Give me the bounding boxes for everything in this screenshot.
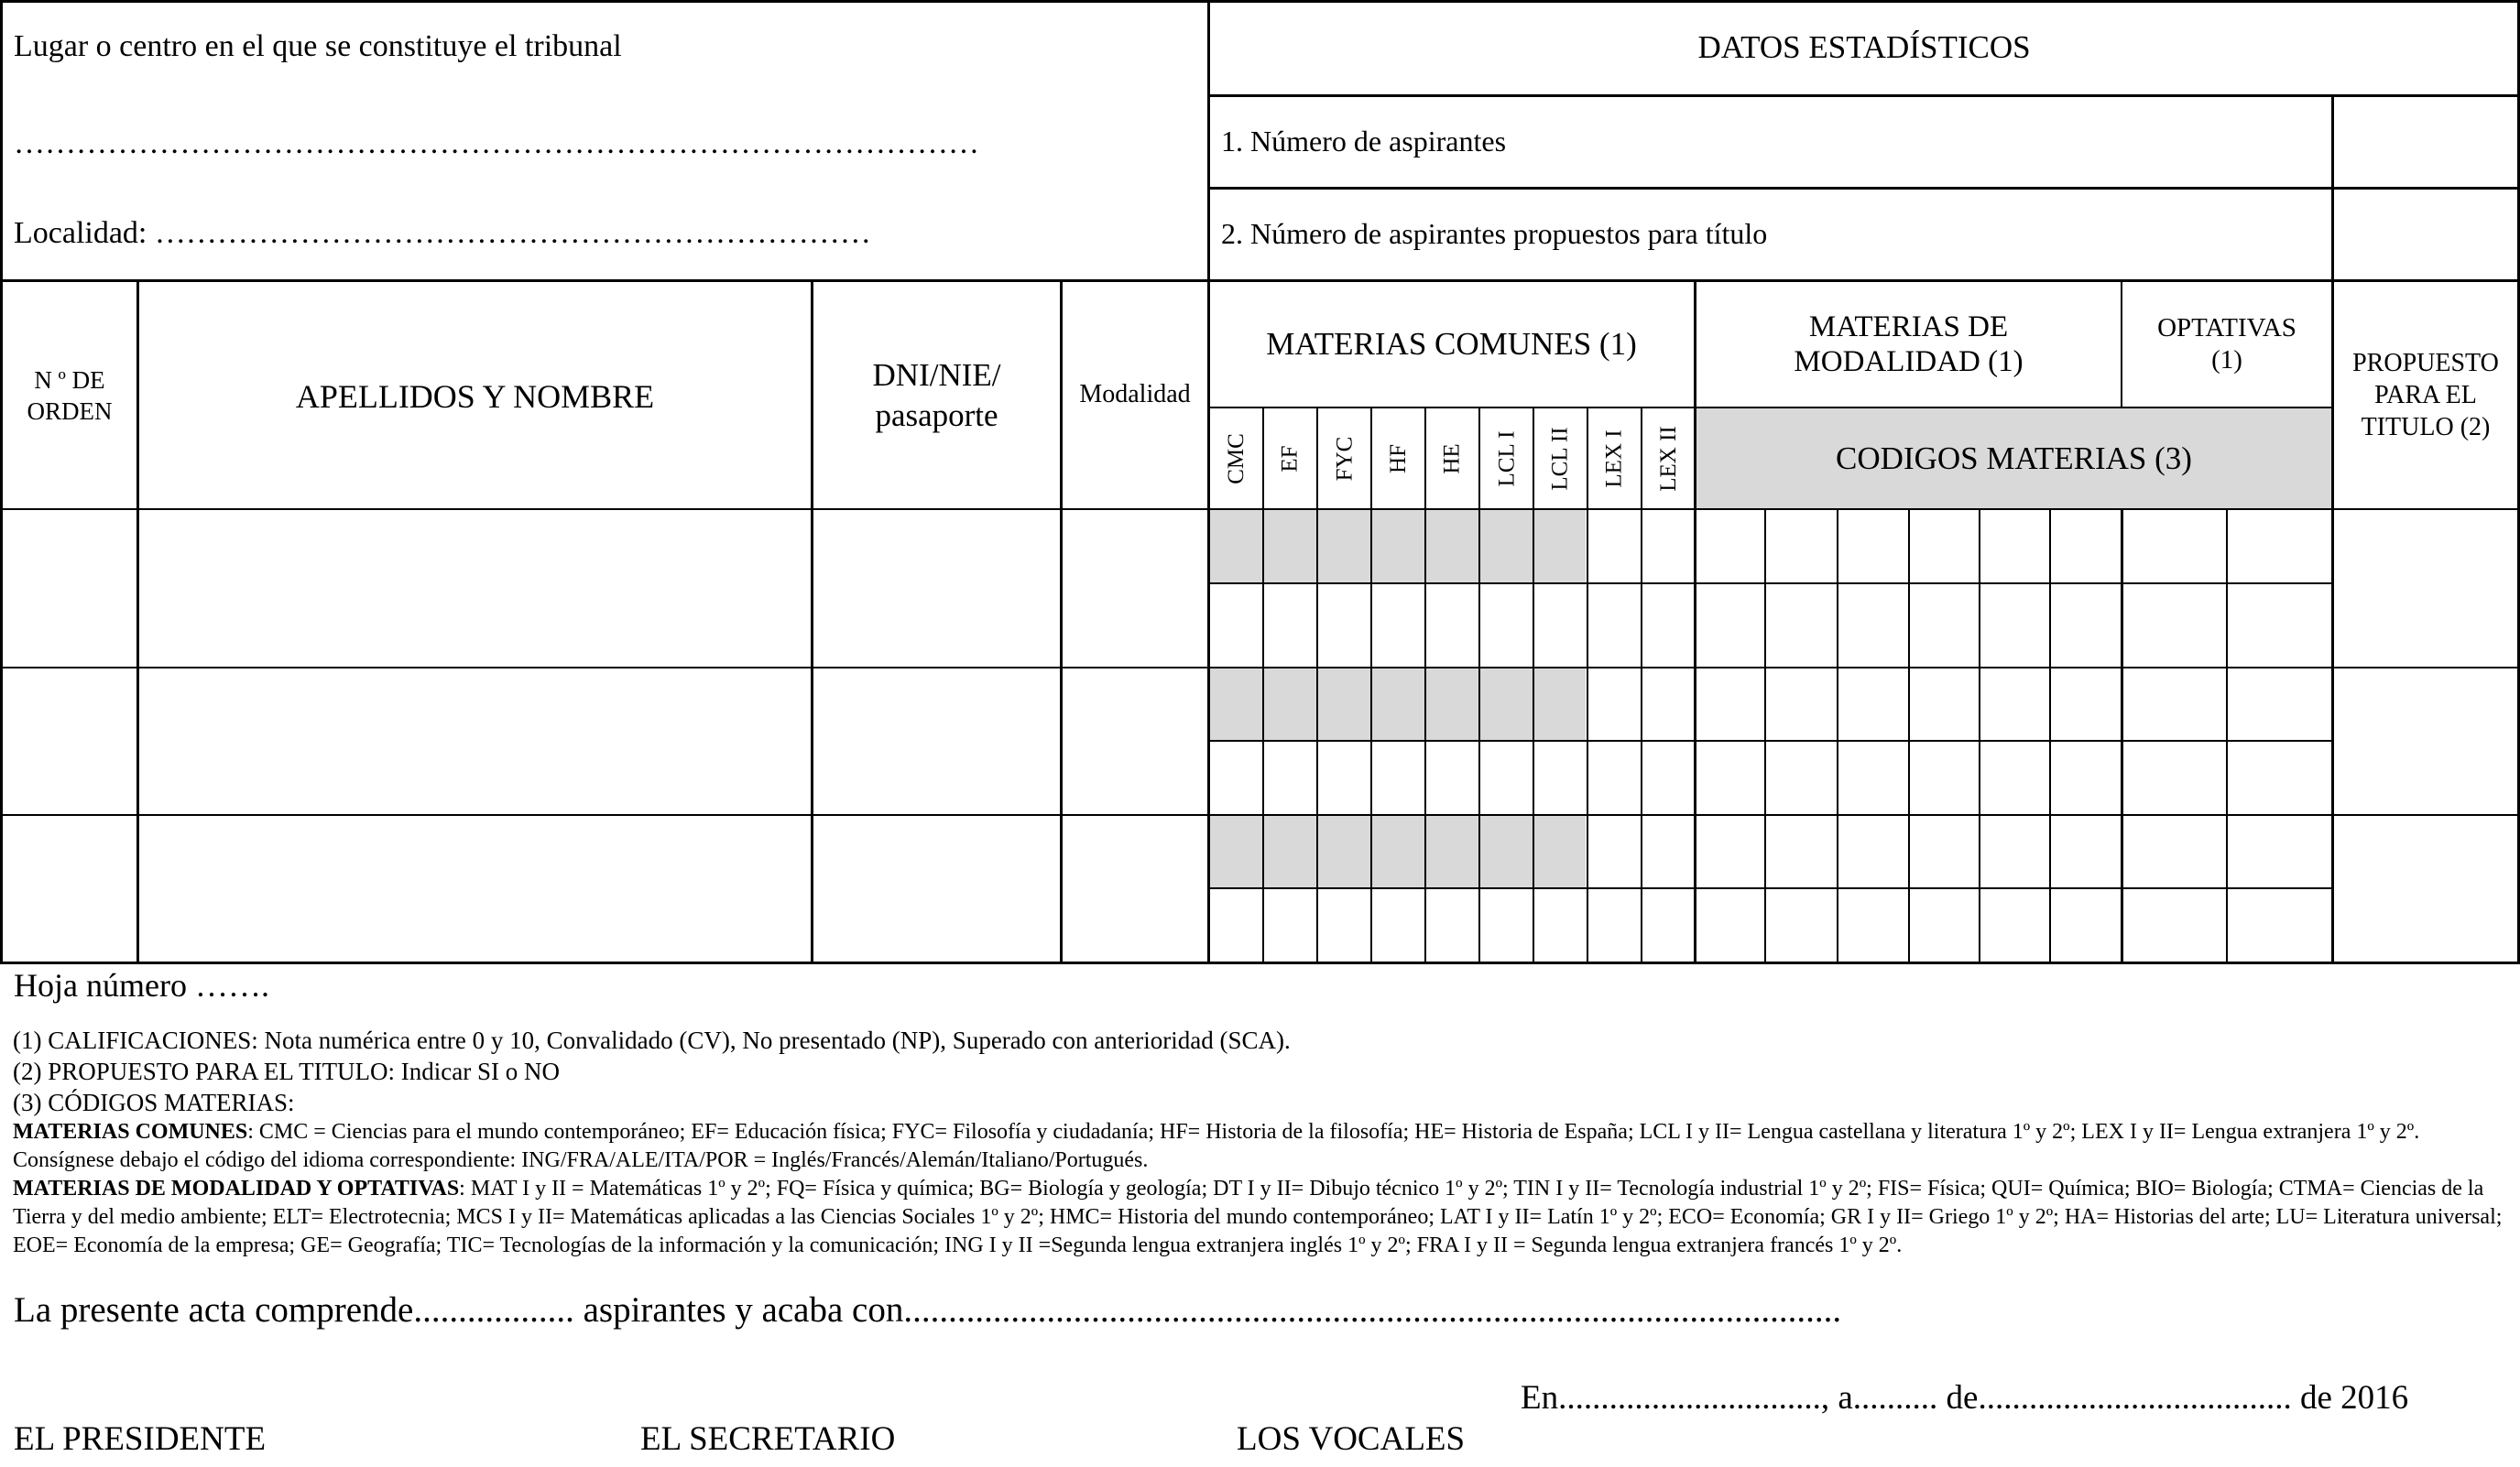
group-modalidad-line-2: MODALIDAD (1) xyxy=(1794,345,2024,378)
col-propuesto-line-3: TITULO (2) xyxy=(2361,413,2491,441)
subject-cmc xyxy=(1210,408,1263,509)
group-comunes: MATERIAS COMUNES (1) xyxy=(1266,326,1637,362)
subject-lcl-i xyxy=(1480,408,1533,509)
subject-lcl-ii xyxy=(1534,408,1587,509)
codigos-materias-header: CODIGOS MATERIAS (3) xyxy=(1836,440,2192,476)
subject-label: EF xyxy=(1278,445,1303,473)
group-modalidad-line-1: MATERIAS DE xyxy=(1808,310,2009,343)
code-col-line xyxy=(2226,509,2228,964)
lugar-label: Lugar o centro en el que se constituye el tribunal xyxy=(14,29,622,63)
note-propuesto: (2) PROPUESTO PARA EL TITULO: Indicar SI o NO xyxy=(13,1058,561,1085)
row-split-line xyxy=(1207,740,2333,742)
subject-fyc xyxy=(1318,408,1371,509)
acta-statement: La presente acta comprende.................. aspirantes y acaba con......................................................................................................... xyxy=(14,1290,1842,1330)
note-comunes-label: MATERIAS COMUNES xyxy=(13,1120,248,1144)
col-dni-line-1: DNI/NIE/ xyxy=(872,357,1001,393)
row-split-line xyxy=(1207,887,2333,889)
subject-label: CMC xyxy=(1224,433,1249,484)
col-orden-text: N º DE ORDEN xyxy=(27,366,113,425)
col-propuesto-line-2: PARA EL xyxy=(2374,381,2477,409)
localidad-label: Localidad: …………………………………………………………… xyxy=(14,216,871,250)
note-calificaciones: (1) CALIFICACIONES: Nota numérica entre 0 y 10, Convalidado (CV), No presentado (NP), Superado con anterioridad (SCA). xyxy=(13,1027,1291,1054)
stats-line-1 xyxy=(1207,94,2520,97)
note-comunes-text: : CMC = Ciencias para el mundo contemporáneo; EF= Educación física; FYC= Filosofía y ciudadanía; HF= Historia de la filosofía; HE= Historia de España; LCL I y II= Lengua castellana y literatura 1º y 2º; LEX I y II= Lengua extranjera 1º y 2º. Consígnese debajo el código del idioma correspondiente: ING/FRA/ALE/ITA/POR = Inglés/Francés/Alemán/Italiano/Portugués. xyxy=(13,1120,2420,1172)
group-optativas-line-1: OPTATIVAS xyxy=(2157,313,2296,342)
subject-label: LEX II xyxy=(1656,426,1681,492)
subject-label: FYC xyxy=(1331,436,1357,482)
row-split-line xyxy=(1207,582,2333,584)
subject-lex-ii xyxy=(1642,408,1696,509)
subject-hf xyxy=(1372,408,1425,509)
group-optativas-line-2: (1) xyxy=(2211,345,2242,375)
row2-shade xyxy=(1209,668,1586,741)
note-modalidad xyxy=(13,1175,2506,1260)
lugar-dots: ………………………………………………………………………………… xyxy=(14,126,979,160)
stats-title: DATOS ESTADÍSTICOS xyxy=(1697,29,2031,65)
stats-line-2 xyxy=(1207,187,2520,190)
frame-left xyxy=(0,0,3,964)
subject-label: LCL I xyxy=(1494,430,1519,487)
code-col-line xyxy=(2049,509,2051,964)
note-modalidad-text: : MAT I y II = Matemáticas 1º y 2º; FQ= Física y química; BG= Biología y geología; DT I y II= Dibujo técnico 1º y 2º; TIN I y II= Tecnología industrial 1º y 2º; FIS= Física; QUI= Química; BIO= Biología; CTMA= Ciencias de la Tierra y del medio ambiente; ELT= Electrotecnia; MCS I y II= Matemáticas aplicadas a las Ciencias Sociales 1º y 2º; HMC= Historia del mundo contemporáneo; LAT I y II= Latín 1º y 2º; ECO= Economía; GR I y II= Griego 1º y 2º; HA= Historias del arte; LU= Literatura universal; EOE= Economía de la empresa; GE= Geografía; TIC= Tecnologías de la información y la comunicación; ING I y II =Segunda lengua extranjera inglés 1º y 2º; FRA I y II = Segunda lengua extranjera francés 1º y 2º. xyxy=(13,1177,2503,1257)
subject-he xyxy=(1426,408,1479,509)
note-codigos: (3) CÓDIGOS MATERIAS: xyxy=(13,1089,295,1116)
signature-vocales: LOS VOCALES xyxy=(1237,1420,1466,1458)
stat-aspirantes: 1. Número de aspirantes xyxy=(1221,125,1507,158)
frame-top xyxy=(0,0,2520,3)
header-divider xyxy=(0,279,2520,282)
signature-secretario: EL SECRETARIO xyxy=(640,1420,896,1458)
frame-bottom xyxy=(0,962,2520,964)
subject-label: LCL II xyxy=(1548,427,1574,491)
hoja-numero: Hoja número ……. xyxy=(14,967,269,1004)
code-col-line xyxy=(1837,509,1838,964)
code-col-line xyxy=(1908,509,1910,964)
row-line xyxy=(0,667,2520,668)
code-col-line xyxy=(1764,509,1766,964)
col-optativas-start xyxy=(2121,279,2122,408)
stat-propuestos: 2. Número de aspirantes propuestos para título xyxy=(1221,217,1768,250)
row1-shade xyxy=(1209,509,1586,583)
code-col-line xyxy=(1979,509,1980,964)
col-nombre: APELLIDOS Y NOMBRE xyxy=(295,378,655,415)
signature-presidente: EL PRESIDENTE xyxy=(14,1420,267,1458)
col-comunes-end xyxy=(1694,279,1696,964)
col-dni-line-2: pasaporte xyxy=(875,397,998,433)
subject-label: HF xyxy=(1386,444,1411,473)
stats-value-divider xyxy=(2331,94,2334,280)
subject-ef xyxy=(1264,408,1317,509)
code-col-line xyxy=(2121,509,2123,964)
subject-label: LEX I xyxy=(1602,429,1628,488)
row-line xyxy=(0,814,2520,816)
fecha-line: En..............................., a.......... de..................................... de 2016 xyxy=(1521,1379,2409,1417)
footnotes xyxy=(13,1025,2506,1260)
note-comunes xyxy=(13,1118,2506,1175)
subject-lex-i xyxy=(1588,408,1642,509)
col-propuesto-line-1: PROPUESTO xyxy=(2352,349,2499,377)
note-modalidad-label: MATERIAS DE MODALIDAD Y OPTATIVAS xyxy=(13,1177,460,1201)
col-orden xyxy=(3,364,136,427)
subject-label: HE xyxy=(1439,443,1465,474)
row3-shade xyxy=(1209,815,1586,888)
col-modalidad: Modalidad xyxy=(1079,380,1191,408)
